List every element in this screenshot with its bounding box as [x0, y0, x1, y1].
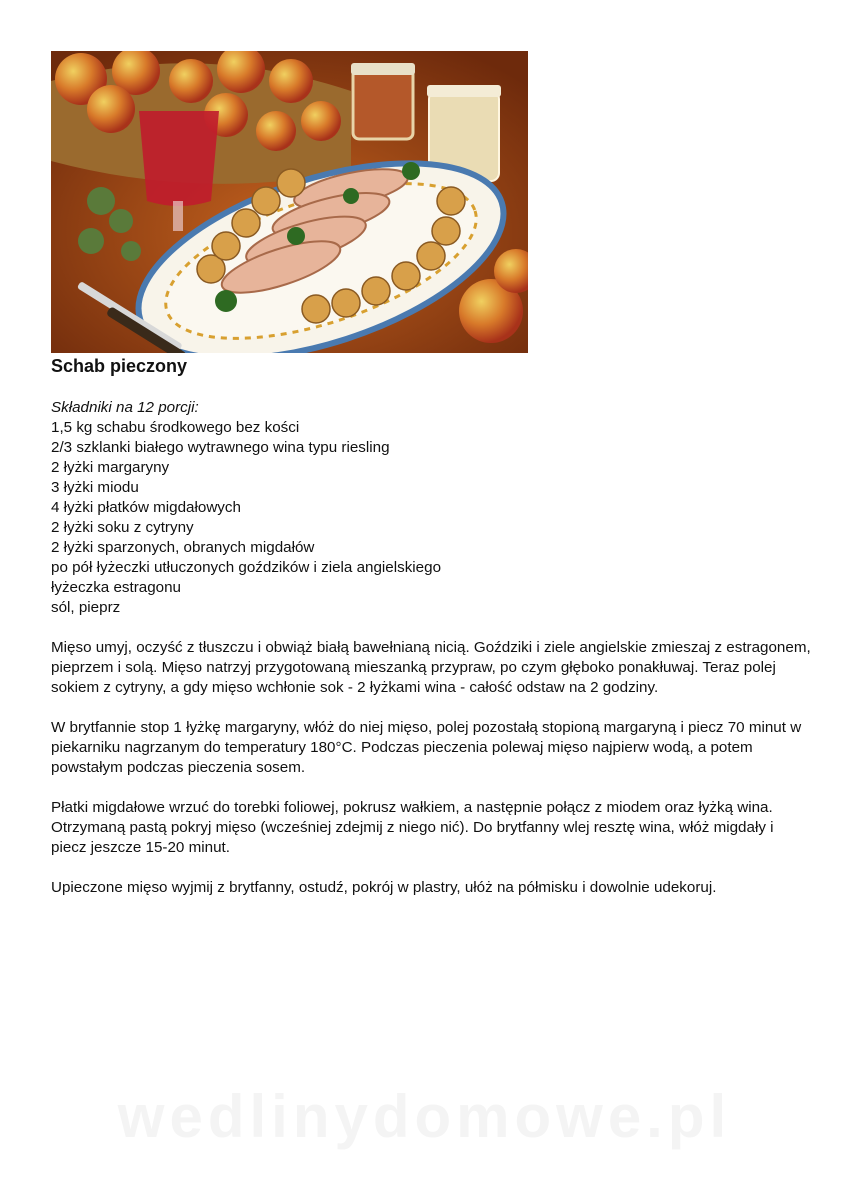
ingredient-item: 2 łyżki sparzonych, obranych migdałów [51, 539, 315, 556]
ingredient-item: 3 łyżki miodu [51, 479, 139, 496]
ingredient-item: 1,5 kg schabu środkowego bez kości [51, 419, 300, 436]
ingredients-heading: Składniki na 12 porcji: [51, 399, 199, 416]
ingredient-item: sól, pieprz [51, 599, 121, 616]
ingredient-item: 2/3 szklanki białego wytrawnego wina typu riesling [51, 439, 390, 456]
ingredients-section [51, 398, 811, 618]
preparation-step: W brytfannie stop 1 łyżkę margaryny, włóż do niej mięso, polej pozostałą stopioną margaryną i piecz 70 minut w piekarniku nagrzanym do temperatury 180°C. Podczas pieczenia polewaj mięso najpierw wodą, a potem powstałym podczas pieczenia sosem. [51, 719, 802, 776]
recipe-title: Schab pieczony [51, 356, 188, 376]
roast-pork-illustration [51, 51, 528, 353]
preparation-step: Upieczone mięso wyjmij z brytfanny, ostudź, pokrój w plastry, ułóż na półmisku i dowolnie udekoruj. [51, 879, 717, 896]
preparation-step: Płatki migdałowe wrzuć do torebki foliowej, pokrusz wałkiem, a następnie połącz z miodem oraz łyżką wina. Otrzymaną pastą pokryj mięso (wcześniej zdejmij z niego nić). Do brytfanny wlej resztę wina, włóż migdały i piecz jeszcze 15-20 minut. [51, 799, 774, 856]
ingredient-item: łyżeczka estragonu [51, 579, 182, 596]
site-watermark: wedlinydomowe.pl [117, 1083, 732, 1150]
ingredient-item: 2 łyżki margaryny [51, 459, 170, 476]
ingredient-item: 4 łyżki płatków migdałowych [51, 499, 241, 516]
preparation-section [51, 638, 811, 918]
recipe-photo [51, 51, 528, 353]
ingredient-item: 2 łyżki soku z cytryny [51, 519, 194, 536]
preparation-step: Mięso umyj, oczyść z tłuszczu i obwiąż białą bawełnianą nicią. Goździki i ziele angielskie zmieszaj z estragonem, pieprzem i solą. Mięso natrzyj przygotowaną mieszanką przypraw, po czym głęboko ponakłuwaj. Teraz polej sokiem z cytryny, a gdy mięso wchłonie sok - 2 łyżkami wina - całość odstaw na 2 godziny. [51, 639, 811, 696]
ingredient-item: po pół łyżeczki utłuczonych goździków i ziela angielskiego [51, 559, 442, 576]
